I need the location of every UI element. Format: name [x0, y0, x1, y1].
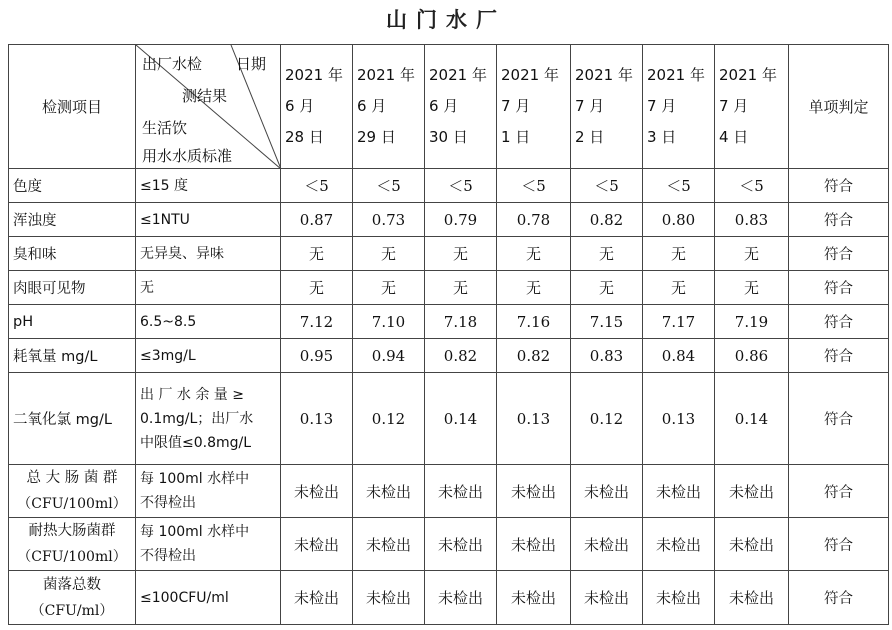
result-value-cell: 未检出: [643, 518, 715, 571]
diagonal-header-cell: [136, 45, 281, 169]
date-header: 2021 年 6 月 29 日: [353, 45, 425, 169]
table-row: [9, 271, 889, 305]
date-header: 2021 年 6 月 28 日: [281, 45, 353, 169]
standard-cell: ≤3mg/L: [136, 339, 281, 373]
verdict-cell: 符合: [789, 571, 889, 625]
verdict-cell: 符合: [789, 271, 889, 305]
item-name-cell: 总 大 肠 菌 群 （CFU/100ml）: [9, 465, 136, 518]
item-name-cell: 色度: [9, 169, 136, 203]
result-value-cell: 未检出: [571, 571, 643, 625]
corner-top-right: 日期: [236, 55, 267, 73]
result-value-cell: 未检出: [497, 518, 571, 571]
verdict-column-header: 单项判定: [789, 45, 889, 169]
result-value-cell: 无: [715, 271, 789, 305]
result-value-cell: 无: [571, 237, 643, 271]
result-value-cell: ＜5: [353, 169, 425, 203]
result-value-cell: 0.94: [353, 339, 425, 373]
water-quality-table: [8, 44, 889, 625]
result-value-cell: 7.18: [425, 305, 497, 339]
result-value-cell: 无: [643, 237, 715, 271]
result-value-cell: 未检出: [353, 518, 425, 571]
corner-bottom-line2: 用水水质标准: [142, 147, 233, 165]
table-row: [9, 237, 889, 271]
result-value-cell: 无: [571, 271, 643, 305]
result-value-cell: 未检出: [643, 465, 715, 518]
result-value-cell: 7.17: [643, 305, 715, 339]
table-row: [9, 203, 889, 237]
item-name-cell: 菌落总数 （CFU/ml）: [9, 571, 136, 625]
result-value-cell: 未检出: [353, 571, 425, 625]
standard-cell: ≤15 度: [136, 169, 281, 203]
standard-cell: ≤100CFU/ml: [136, 571, 281, 625]
verdict-cell: 符合: [789, 169, 889, 203]
result-value-cell: 0.13: [281, 373, 353, 465]
result-value-cell: 未检出: [643, 571, 715, 625]
standard-cell: 无: [136, 271, 281, 305]
standard-cell: 无异臭、异味: [136, 237, 281, 271]
result-value-cell: 0.73: [353, 203, 425, 237]
result-value-cell: 0.78: [497, 203, 571, 237]
item-name-cell: 耗氧量 mg/L: [9, 339, 136, 373]
result-value-cell: ＜5: [281, 169, 353, 203]
result-value-cell: 7.19: [715, 305, 789, 339]
corner-middle: 测结果: [182, 87, 228, 105]
result-value-cell: 无: [425, 237, 497, 271]
verdict-cell: 符合: [789, 465, 889, 518]
item-name-cell: 浑浊度: [9, 203, 136, 237]
result-value-cell: 0.95: [281, 339, 353, 373]
result-value-cell: 0.83: [715, 203, 789, 237]
result-value-cell: 7.10: [353, 305, 425, 339]
item-name-cell: 耐热大肠菌群 （CFU/100ml）: [9, 518, 136, 571]
result-value-cell: 未检出: [281, 465, 353, 518]
result-value-cell: 未检出: [425, 518, 497, 571]
item-name-cell: pH: [9, 305, 136, 339]
item-name-cell: 臭和味: [9, 237, 136, 271]
result-value-cell: ＜5: [643, 169, 715, 203]
verdict-cell: 符合: [789, 305, 889, 339]
page-title: 山门水厂: [386, 8, 506, 32]
result-value-cell: 未检出: [281, 571, 353, 625]
result-value-cell: 未检出: [715, 518, 789, 571]
result-value-cell: 0.13: [497, 373, 571, 465]
result-value-cell: 0.14: [425, 373, 497, 465]
result-value-cell: 0.79: [425, 203, 497, 237]
table-row: [9, 373, 889, 465]
result-value-cell: 0.83: [571, 339, 643, 373]
result-value-cell: 无: [715, 237, 789, 271]
result-value-cell: 0.12: [353, 373, 425, 465]
result-value-cell: 无: [353, 237, 425, 271]
result-value-cell: 无: [497, 237, 571, 271]
result-value-cell: 无: [643, 271, 715, 305]
table-row: [9, 169, 889, 203]
result-value-cell: 0.14: [715, 373, 789, 465]
verdict-cell: 符合: [789, 237, 889, 271]
result-value-cell: 未检出: [497, 465, 571, 518]
result-value-cell: ＜5: [497, 169, 571, 203]
result-value-cell: ＜5: [425, 169, 497, 203]
table-row: [9, 571, 889, 625]
table-row: [9, 518, 889, 571]
item-name-cell: 肉眼可见物: [9, 271, 136, 305]
item-name-cell: 二氧化氯 mg/L: [9, 373, 136, 465]
result-value-cell: 0.13: [643, 373, 715, 465]
result-value-cell: 0.12: [571, 373, 643, 465]
verdict-cell: 符合: [789, 203, 889, 237]
date-header: 2021 年 7 月 4 日: [715, 45, 789, 169]
corner-top-left: 出厂水检: [142, 55, 203, 73]
verdict-cell: 符合: [789, 339, 889, 373]
result-value-cell: 0.86: [715, 339, 789, 373]
result-value-cell: 0.80: [643, 203, 715, 237]
result-value-cell: 无: [353, 271, 425, 305]
result-value-cell: 未检出: [571, 518, 643, 571]
date-header: 2021 年 7 月 3 日: [643, 45, 715, 169]
result-value-cell: 无: [497, 271, 571, 305]
result-value-cell: 未检出: [571, 465, 643, 518]
corner-bottom-line1: 生活饮: [142, 119, 188, 137]
date-header: 2021 年 6 月 30 日: [425, 45, 497, 169]
result-value-cell: 7.15: [571, 305, 643, 339]
table-row: [9, 305, 889, 339]
result-value-cell: 0.87: [281, 203, 353, 237]
verdict-cell: 符合: [789, 518, 889, 571]
result-value-cell: 0.82: [571, 203, 643, 237]
result-value-cell: 未检出: [425, 571, 497, 625]
result-value-cell: 未检出: [497, 571, 571, 625]
standard-cell: 每 100ml 水样中 不得检出: [136, 518, 281, 571]
result-value-cell: 未检出: [281, 518, 353, 571]
table-row: [9, 339, 889, 373]
result-value-cell: ＜5: [571, 169, 643, 203]
result-value-cell: 7.12: [281, 305, 353, 339]
date-header: 2021 年 7 月 2 日: [571, 45, 643, 169]
table-row: [9, 465, 889, 518]
result-value-cell: 0.82: [497, 339, 571, 373]
standard-cell: 每 100ml 水样中 不得检出: [136, 465, 281, 518]
result-value-cell: 未检出: [425, 465, 497, 518]
result-value-cell: 0.82: [425, 339, 497, 373]
item-column-header: 检测项目: [9, 45, 136, 169]
result-value-cell: 无: [425, 271, 497, 305]
standard-cell: ≤1NTU: [136, 203, 281, 237]
result-value-cell: 无: [281, 271, 353, 305]
standard-cell: 出 厂 水 余 量 ≥ 0.1mg/L；出厂水 中限值≤0.8mg/L: [136, 373, 281, 465]
header-row: [9, 45, 889, 169]
verdict-cell: 符合: [789, 373, 889, 465]
standard-cell: 6.5~8.5: [136, 305, 281, 339]
result-value-cell: 未检出: [353, 465, 425, 518]
result-value-cell: 0.84: [643, 339, 715, 373]
result-value-cell: 7.16: [497, 305, 571, 339]
date-header: 2021 年 7 月 1 日: [497, 45, 571, 169]
result-value-cell: 未检出: [715, 571, 789, 625]
result-value-cell: 未检出: [715, 465, 789, 518]
result-value-cell: 无: [281, 237, 353, 271]
result-value-cell: ＜5: [715, 169, 789, 203]
